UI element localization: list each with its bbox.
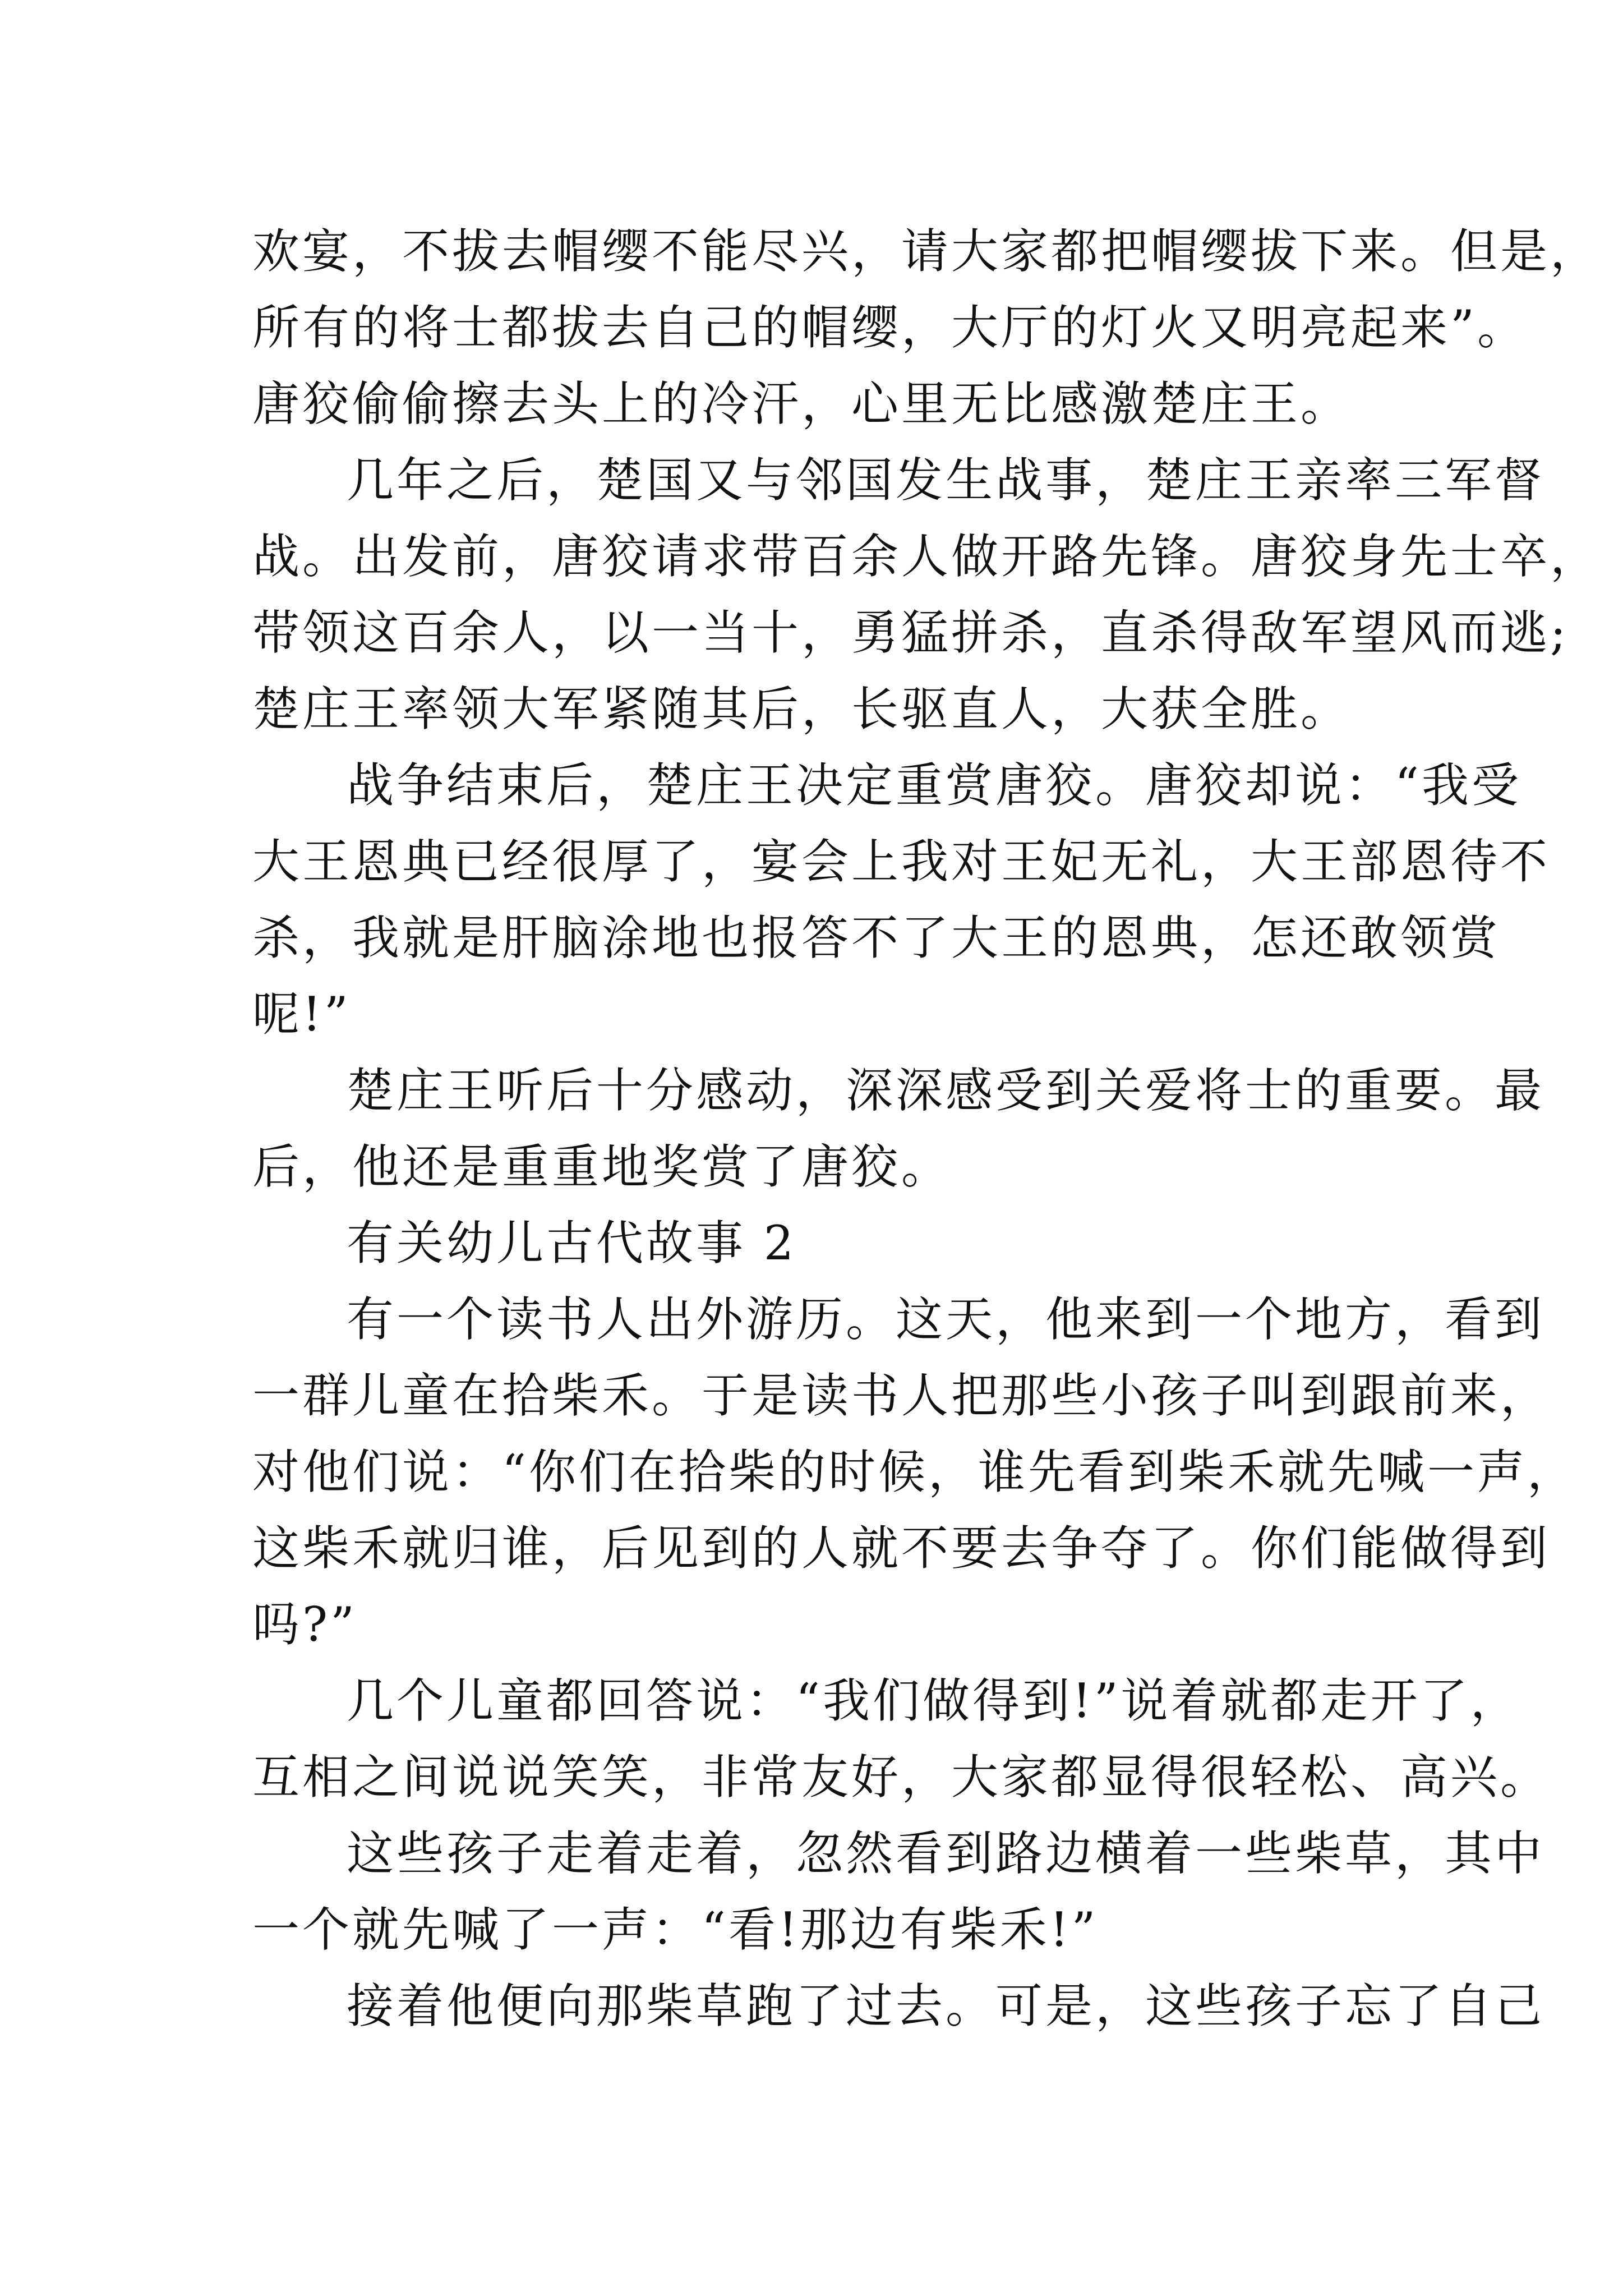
text-line: 几年之后，楚国又与邻国发生战事，楚庄王亲率三军督	[347, 453, 1545, 508]
text-line: 一个就先喊了一声：“看!那边有柴禾!”	[252, 1902, 1099, 1957]
text-line: 战争结束后，楚庄王决定重赏唐狡。唐狡却说：“我受	[347, 758, 1521, 813]
text-line: 互相之间说说笑笑，非常友好，大家都显得很轻松、高兴。	[252, 1750, 1551, 1805]
text-line: 有关幼儿古代故事 2	[347, 1216, 797, 1271]
text-line: 楚庄王率领大军紧随其后，长驱直人，大获全胜。	[252, 682, 1351, 737]
text-line: 这柴禾就归谁，后见到的人就不要去争夺了。你们能做得到	[252, 1521, 1551, 1576]
text-line: 唐狡偷偷擦去头上的冷汗，心里无比感激楚庄王。	[252, 376, 1351, 431]
text-line: 战。出发前，唐狡请求带百余人做开路先锋。唐狡身先士卒，	[252, 529, 1601, 584]
text-line: 这些孩子走着走着，忽然看到路边横着一些柴草，其中	[347, 1826, 1545, 1881]
text-line: 欢宴，不拔去帽缨不能尽兴，请大家都把帽缨拔下来。但是，	[252, 224, 1601, 279]
text-line: 楚庄王听后十分感动，深深感受到关爱将士的重要。最	[347, 1063, 1545, 1118]
text-line: 接着他便向那柴草跑了过去。可是，这些孩子忘了自己	[347, 1978, 1545, 2033]
text-line: 所有的将士都拔去自己的帽缨，大厅的灯火又明亮起来”。	[252, 300, 1527, 355]
text-line: 几个儿童都回答说：“我们做得到!”说着就都走开了，	[347, 1673, 1520, 1728]
document-page	[252, 213, 1601, 2044]
text-line: 后，他还是重重地奖赏了唐狡。	[252, 1139, 952, 1194]
text-line: 吗?”	[252, 1597, 357, 1652]
text-line: 带领这百余人，以一当十，勇猛拼杀，直杀得敌军望风而逃;	[252, 605, 1569, 660]
text-line: 一群儿童在拾柴禾。于是读书人把那些小孩子叫到跟前来，	[252, 1368, 1551, 1423]
text-line: 呢!”	[252, 987, 351, 1042]
text-line: 大王恩典已经很厚了，宴会上我对王妃无礼，大王部恩待不	[252, 834, 1551, 889]
text-line: 对他们说：“你们在拾柴的时候，谁先看到柴禾就先喊一声，	[252, 1444, 1577, 1499]
text-line: 有一个读书人出外游历。这天，他来到一个地方，看到	[347, 1292, 1545, 1347]
text-line: 杀，我就是肝脑涂地也报答不了大王的恩典，怎还敢领赏	[252, 910, 1501, 965]
